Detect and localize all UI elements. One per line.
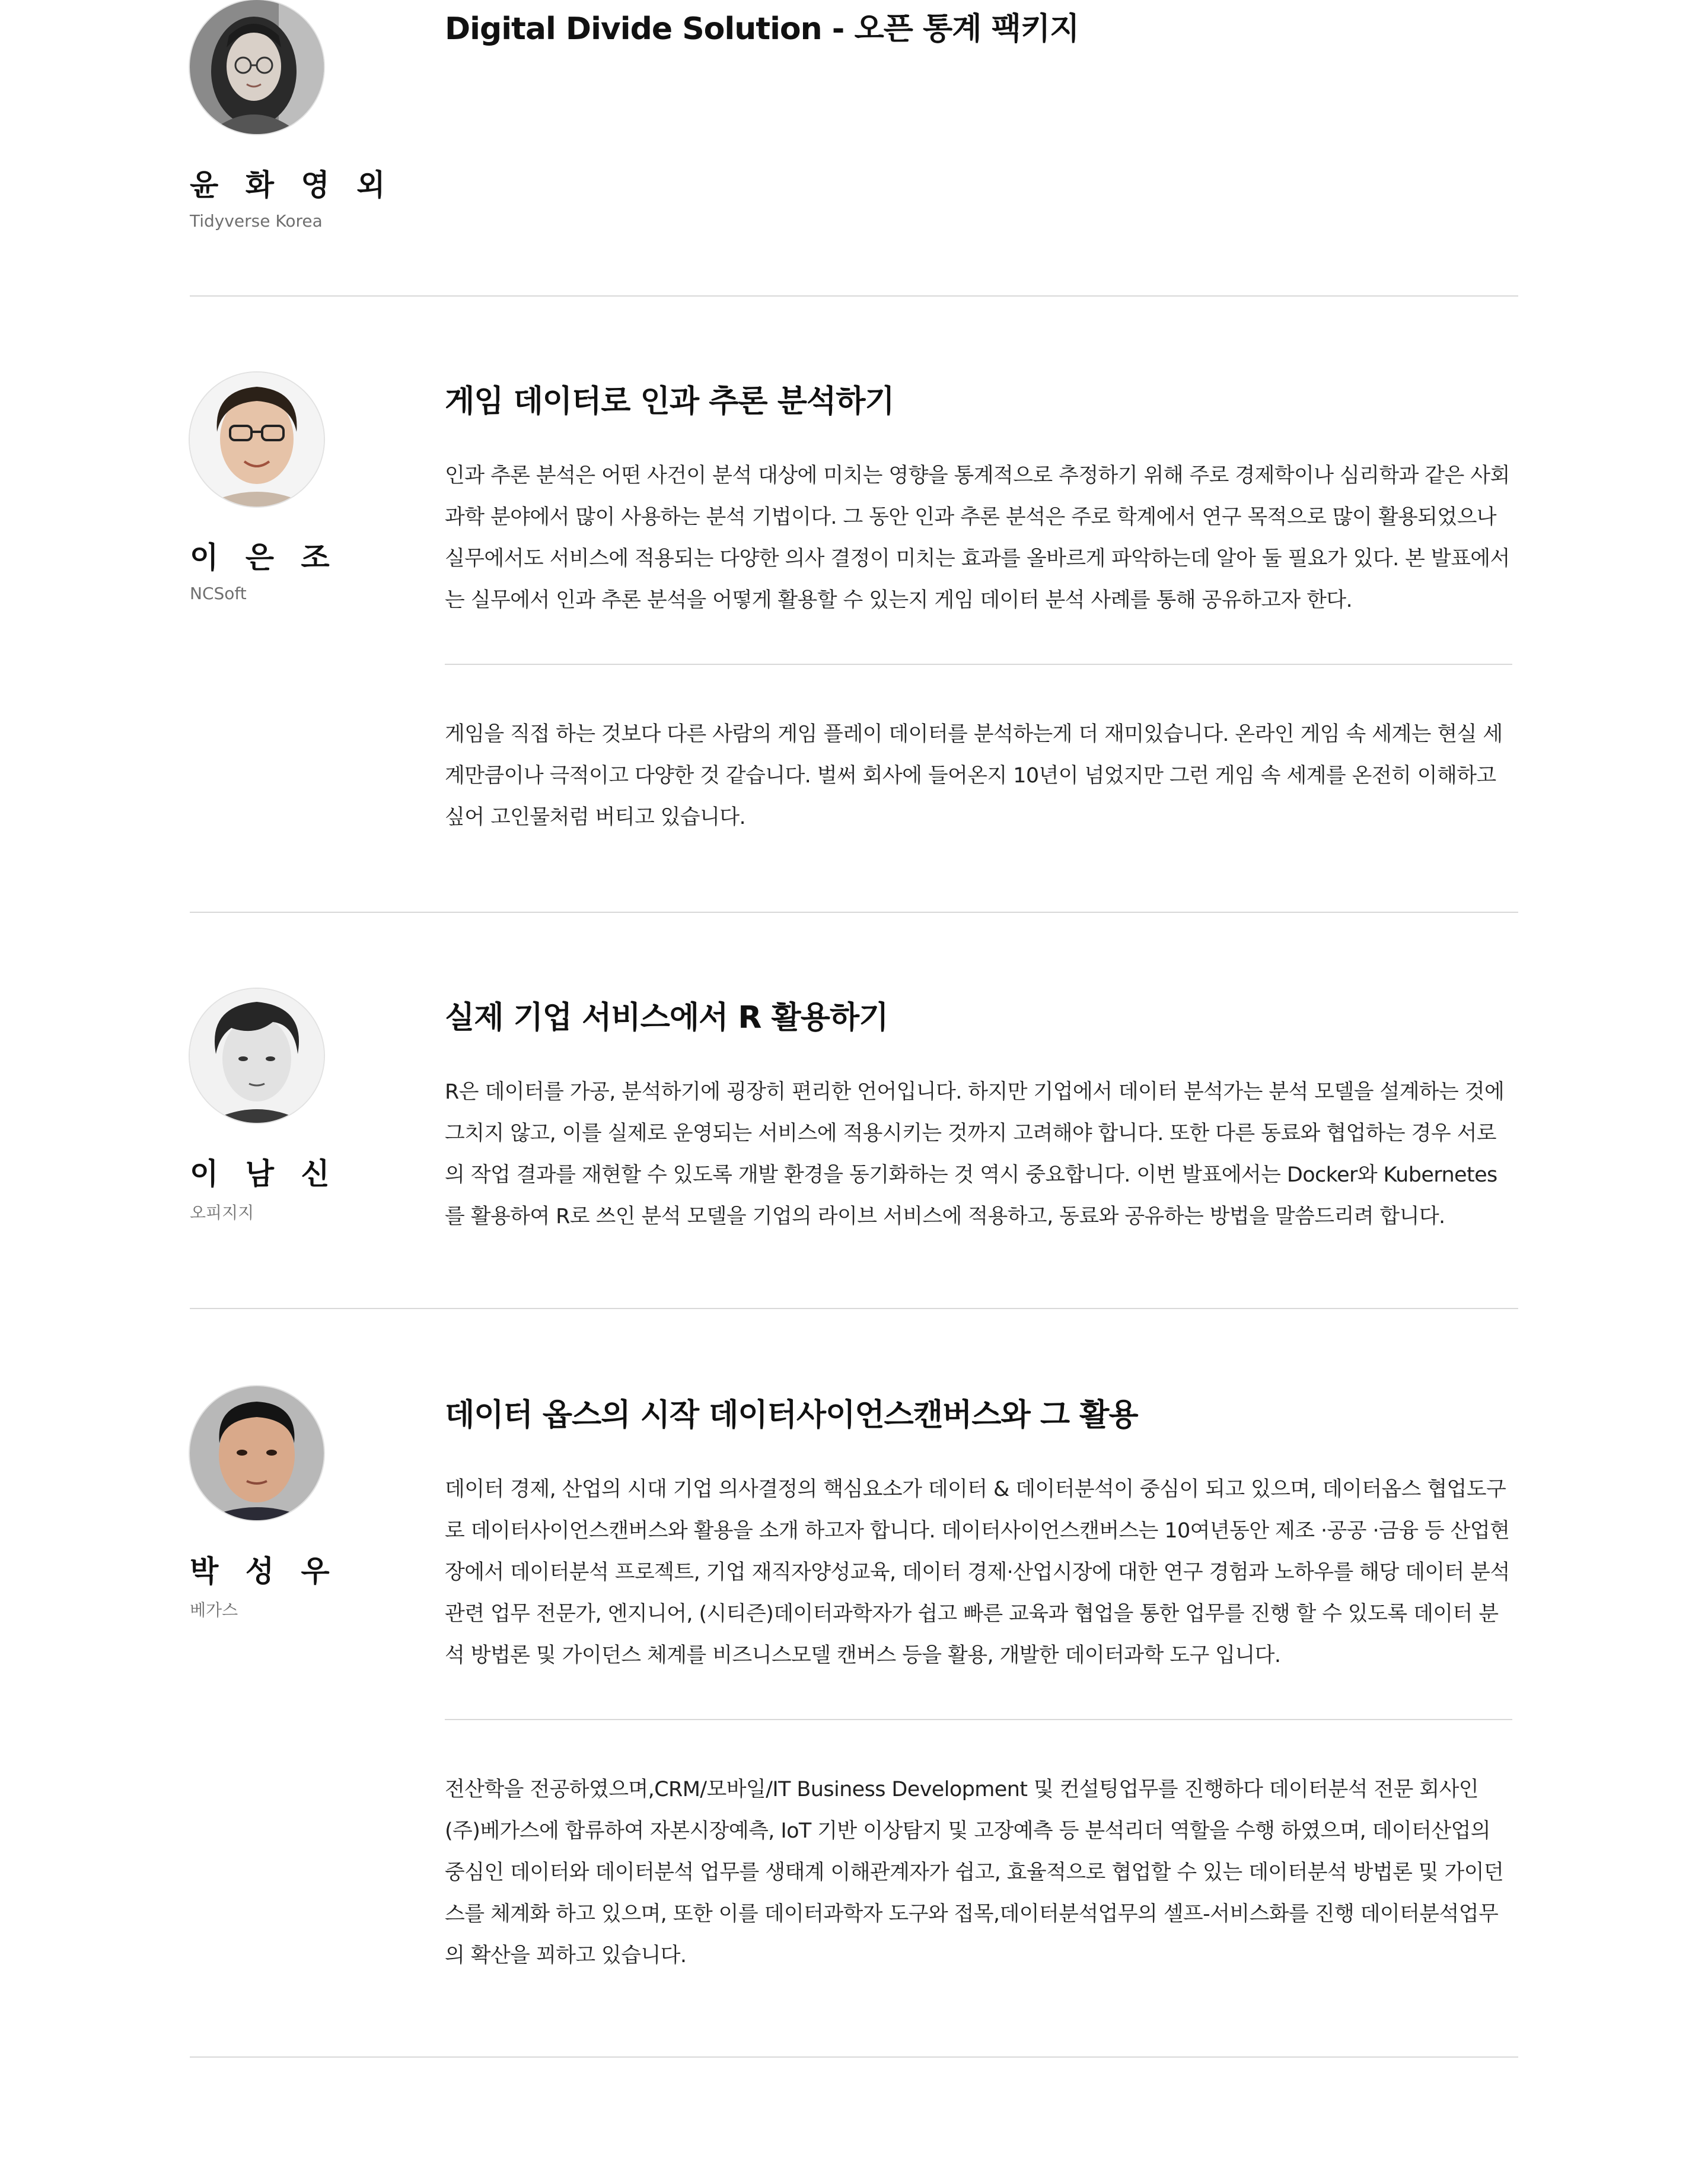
- content-divider: [445, 664, 1512, 665]
- speaker-bio: 게임을 직접 하는 것보다 다른 사람의 게임 플레이 데이터를 분석하는게 더 재미있습니다. 온라인 게임 속 세계는 현실 세계만큼이나 극적이고 다양한 것 같습니다. 벌써 회사에 들어온지 10년이 넘었지만 그런 게임 속 세계를 온전히 이해하고 싶어 고인물처럼 버티고 있습니다.: [445, 722, 1503, 829]
- talk-abstract: 데이터 경제, 산업의 시대 기업 의사결정의 핵심요소가 데이터 & 데이터분석이 중심이 되고 있으며, 데이터옵스 협업도구로 데이터사이언스캔버스와 활용을 소개 하고자 합니다. 데이터사이언스캔버스는 10여년동안 제조 ·공공 ·금융 등 산업현장에서 데이터분석 프로젝트, 기업 재직자양성교육, 데이터 경제·산업시장에 대한 연구 경험과 노하우를 해당 데이터 분석 관련 업무 전문가, 엔지니어, (시티즌)데이터과학자가 쉽고 빠른 교육과 협업을 통한 업무를 진행 할 수 있도록 데이터 분석 방법론 및 가이던스 체계를 비즈니스모델 캔버스 등을 활용, 개발한 데이터과학 도구 입니다.: [445, 1478, 1510, 1667]
- speaker-bio: 전산학을 전공하였으며,CRM/모바일/IT Business Development 및 컨설팅업무를 진행하다 데이터분석 전문 회사인 (주)베가스에 합류하여 자본시장예측, IoT 기반 이상탐지 및 고장예측 등 분석리더 역할을 수행 하였으며, 데이터산업의 중심인 데이터와 데이터분석 업무를 생태계 이해관계자가 쉽고, 효율적으로 협업할 수 있는 데이터분석 방법론 및 가이던스를 체계화 하고 있으며, 또한 이를 데이터과학자 도구와 접목,데이터분석업무의 셀프-서비스화를 진행 데이터분석업무의 확산을 꾀하고 있습니다.: [445, 1778, 1504, 1967]
- talk-title: 실제 기업 서비스에서 R 활용하기: [445, 1000, 888, 1036]
- talk-abstract: R은 데이터를 가공, 분석하기에 굉장히 편리한 언어입니다. 하지만 기업에서 데이터 분석가는 분석 모델을 설계하는 것에 그치지 않고, 이를 실제로 운영되는 서비스에 적용시키는 것까지 고려해야 합니다. 또한 다른 동료와 협업하는 경우 서로의 작업 결과를 재현할 수 있도록 개발 환경을 동기화하는 것 역시 중요합니다. 이번 발표에서는 Docker와 Kubernetes를 활용하여 R로 쓰인 분석 모델을 기업의 라이브 서비스에 적용하고, 동료와 공유하는 방법을 말씀드리려 합니다.: [445, 1080, 1505, 1228]
- talk-content: [445, 992, 1512, 1237]
- section-divider: [190, 2056, 1518, 2058]
- speaker-info: [190, 0, 403, 231]
- speaker-organization: Tidyverse Korea: [190, 211, 323, 231]
- talk-content: [445, 1390, 1512, 1976]
- speaker-info: [190, 1386, 403, 1621]
- section-divider: [190, 912, 1518, 913]
- speaker-name: 윤 화 영 외: [190, 168, 394, 202]
- talk-title: 게임 데이터로 인과 추론 분석하기: [445, 384, 894, 419]
- speaker-avatar: [190, 989, 324, 1123]
- content-divider: [445, 1719, 1512, 1720]
- speaker-avatar: [190, 372, 324, 507]
- speaker-avatar: [190, 1386, 324, 1520]
- speaker-avatar: [190, 0, 324, 134]
- speaker-organization: 베가스: [190, 1600, 238, 1620]
- speaker-organization: NCSoft: [190, 584, 247, 603]
- speaker-info: [190, 372, 403, 603]
- talk-content: [445, 4, 1512, 48]
- speaker-info: [190, 989, 403, 1224]
- talk-title: Digital Divide Solution - 오픈 통계 팩키지: [445, 11, 1079, 47]
- section-divider: [190, 1308, 1518, 1309]
- talk-abstract: 인과 추론 분석은 어떤 사건이 분석 대상에 미치는 영향을 통계적으로 추정하기 위해 주로 경제학이나 심리학과 같은 사회과학 분야에서 많이 사용하는 분석 기법이다. 그 동안 인과 추론 분석은 주로 학계에서 연구 목적으로 많이 활용되었으나 실무에서도 서비스에 적용되는 다양한 의사 결정이 미치는 효과를 올바르게 파악하는데 알아 둘 필요가 있다. 본 발표에서는 실무에서 인과 추론 분석을 어떻게 활용할 수 있는지 게임 데이터 분석 사례를 통해 공유하고자 한다.: [445, 464, 1510, 612]
- talk-content: [445, 376, 1512, 838]
- section-divider: [190, 295, 1518, 297]
- speaker-name: 박 성 우: [190, 1554, 338, 1588]
- speaker-name: 이 남 신: [190, 1157, 338, 1191]
- speaker-name: 이 은 조: [190, 540, 338, 575]
- talk-title: 데이터 옵스의 시작 데이터사이언스캔버스와 그 활용: [445, 1397, 1138, 1433]
- speaker-organization: 오피지지: [190, 1203, 254, 1222]
